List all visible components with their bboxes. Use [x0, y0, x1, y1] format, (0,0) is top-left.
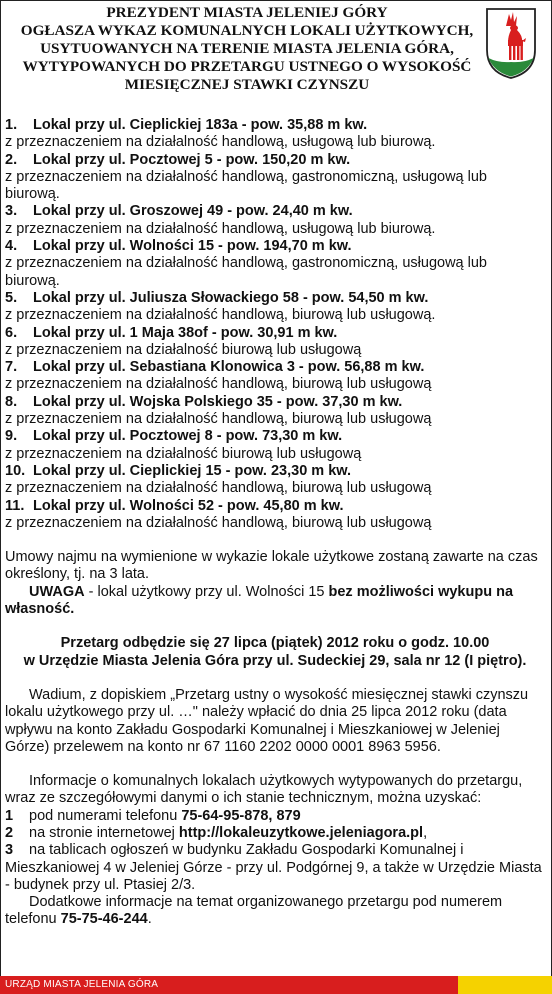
deer-crest-icon	[484, 6, 538, 80]
item-title: 11. Lokal przy ul. Wolności 52 - pow. 45,80 m kw.	[5, 497, 344, 514]
lease-paragraph: Umowy najmu na wymienione w wykazie lokale użytkowe zostaną zawarte na czas określony, tj. na 3 lata.	[5, 549, 538, 583]
title-line: MIESIĘCZNEJ STAWKI CZYNSZU	[124, 76, 370, 93]
list-item	[5, 325, 545, 360]
item-description: z przeznaczeniem na działalność handlową, biurową lub usługową	[5, 480, 432, 497]
title-line: OGŁASZA WYKAZ KOMUNALNYCH LOKALI UŻYTKOWYCH,	[20, 22, 474, 39]
item-description: z przeznaczeniem na działalność handlową, biurową lub usługową	[5, 411, 432, 428]
list-item	[5, 152, 545, 204]
document-body	[5, 117, 545, 929]
list-item	[5, 359, 545, 394]
item-description: z przeznaczeniem na działalność handlową, biurową lub usługową	[5, 514, 432, 531]
list-item	[5, 203, 545, 238]
footer-yellow-stripe	[458, 976, 552, 994]
item-title: 6. Lokal przy ul. 1 Maja 38of - pow. 30,91 m kw.	[5, 324, 338, 341]
auction-line: w Urzędzie Miasta Jelenia Góra przy ul. Sudeckiej 29, sala nr 12 (I piętro).	[23, 652, 527, 669]
auction-line: Przetarg odbędzie się 27 lipca (piątek) 2012 roku o godz. 10.00	[60, 635, 490, 652]
uwaga-bold: bez możliwości wykupu na własność.	[5, 583, 514, 618]
website-link[interactable]: http://lokaleuzytkowe.jeleniagora.pl	[178, 824, 424, 841]
document-title	[10, 4, 484, 94]
header	[0, 4, 552, 114]
list-item	[5, 117, 545, 152]
list-item	[5, 290, 545, 325]
uwaga-label: UWAGA	[29, 583, 85, 600]
extra-info-paragraph: Dodatkowe informacje na temat organizowanego przetargu pod numerem telefonu 75-75-46-244.	[5, 894, 503, 928]
extra-phone: 75-75-46-244	[60, 911, 148, 928]
item-title: 5. Lokal przy ul. Juliusza Słowackiego 58 - pow. 54,50 m kw.	[5, 289, 429, 306]
item-title: 4. Lokal przy ul. Wolności 15 - pow. 194,70 m kw.	[5, 238, 352, 255]
item-description: z przeznaczeniem na działalność handlową, usługową lub biurową.	[5, 220, 436, 237]
item-description: z przeznaczeniem na działalność biurową lub usługową	[5, 445, 362, 462]
item-description: z przeznaczeniem na działalność handlową, gastronomiczną, usługową lub biurową.	[5, 255, 487, 289]
item-description: z przeznaczeniem na działalność handlową, biurową lub usługową	[5, 376, 432, 393]
info-paragraph: Informacje o komunalnych lokalach użytkowych wytypowanych do przetargu, wraz ze szczegółowymi danymi o ich stanie technicznym, można uzyskać:	[5, 773, 523, 807]
item-description: z przeznaczeniem na działalność biurową lub usługową	[5, 341, 362, 358]
list-item	[5, 428, 545, 463]
list-item	[5, 394, 545, 429]
uwaga-text: - lokal użytkowy przy ul. Wolności 15	[84, 583, 329, 600]
item-title: 2. Lokal przy ul. Pocztowej 5 - pow. 150,20 m kw.	[5, 151, 351, 168]
item-title: 9. Lokal przy ul. Pocztowej 8 - pow. 73,30 m kw.	[5, 428, 343, 445]
list-item	[5, 238, 545, 290]
item-title: 10. Lokal przy ul. Cieplickiej 15 - pow. 23,30 m kw.	[5, 462, 352, 479]
item-description: z przeznaczeniem na działalność handlową, gastronomiczną, usługową lub biurową.	[5, 168, 487, 203]
info-item: 1 pod numerami telefonu 75-64-95-878, 879	[5, 807, 301, 824]
footer-bar	[0, 976, 552, 994]
list-item	[5, 498, 545, 533]
info-item: 3 na tablicach ogłoszeń w budynku Zakładu Gospodarki Komunalnej i Mieszkaniowej 4 w Jeleniej Górze - przy ul. Podgórnej 9, a także w Urzędzie Miasta - budynek przy ul. Ptasiej 2/3.	[5, 842, 542, 893]
item-description: z przeznaczeniem na działalność handlową, usługową lub biurową.	[5, 134, 436, 151]
info-item: 2 na stronie internetowej http://lokaleuzytkowe.jeleniagora.pl,	[5, 824, 428, 841]
item-title: 7. Lokal przy ul. Sebastiana Klonowica 3 - pow. 56,88 m kw.	[5, 359, 425, 376]
wadium-paragraph: Wadium, z dopiskiem „Przetarg ustny o wysokość miesięcznej stawki czynszu lokalu użytkowego przy ul. …" należy wpłacić do dnia 25 lipca 2012 roku (data wpływu na konto Zakładu Gospodarki Komunalnej i Mieszkaniowej w Jeleniej Górze) przelewem na konto nr 67 1160 2202 0000 0001 8963 5956.	[5, 686, 529, 755]
title-line: PREZYDENT MIASTA JELENIEJ GÓRY	[106, 4, 388, 21]
item-title: 1. Lokal przy ul. Cieplickiej 183a - pow. 35,88 m kw.	[5, 117, 368, 133]
item-description: z przeznaczeniem na działalność handlową, biurową lub usługową.	[5, 307, 436, 324]
title-line: WYTYPOWANYCH DO PRZETARGU USTNEGO O WYSOKOŚĆ	[22, 58, 472, 75]
item-title: 3. Lokal przy ul. Groszowej 49 - pow. 24,40 m kw.	[5, 203, 353, 220]
footer-label: URZĄD MIASTA JELENIA GÓRA	[5, 979, 159, 990]
title-line: USYTUOWANYCH NA TERENIE MIASTA JELENIA GÓRA,	[40, 40, 454, 57]
item-title: 8. Lokal przy ul. Wojska Polskiego 35 - pow. 37,30 m kw.	[5, 393, 403, 410]
uwaga-paragraph	[5, 584, 545, 619]
list-item	[5, 463, 545, 498]
